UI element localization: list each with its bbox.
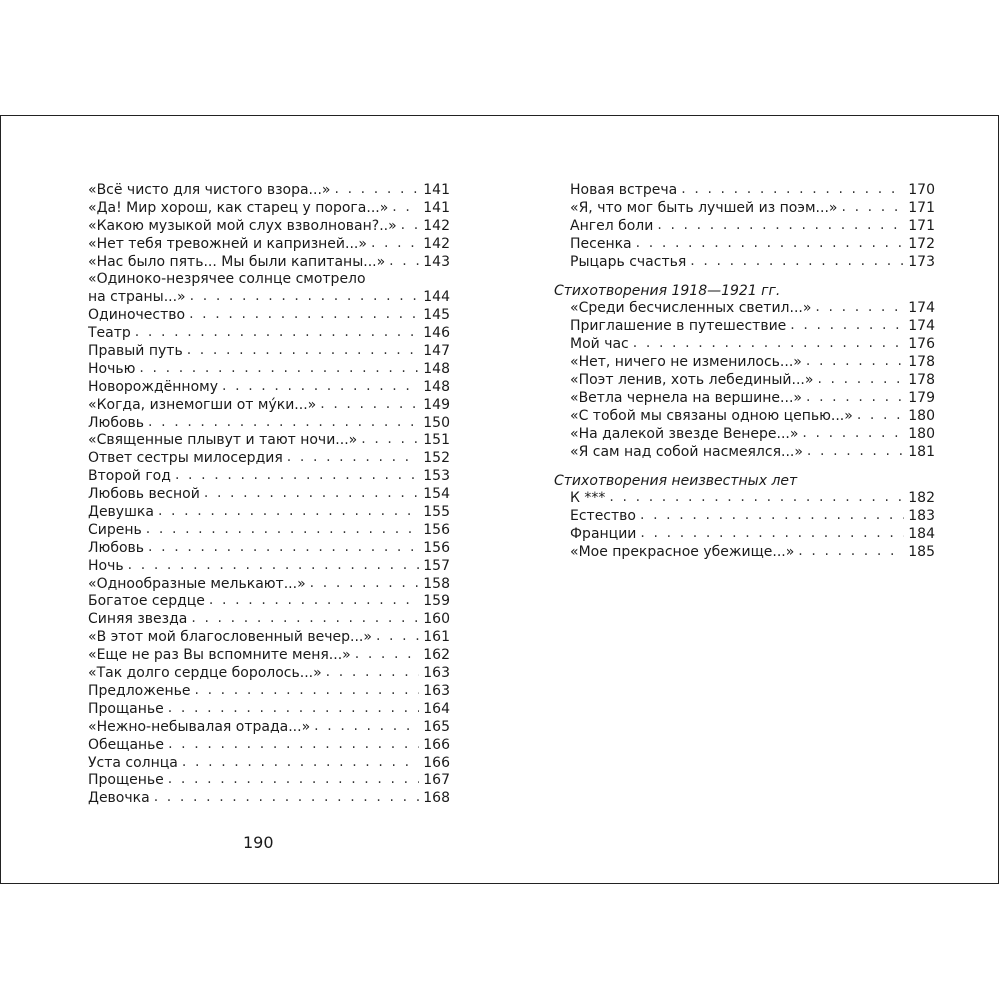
dot-leader — [182, 755, 419, 772]
toc-entry — [554, 544, 935, 562]
toc-entry-page: 141 — [423, 182, 450, 198]
dot-leader — [310, 576, 420, 593]
toc-entry-page: 147 — [423, 343, 450, 360]
toc-entry — [88, 468, 450, 486]
toc-entry-page: 146 — [423, 325, 450, 342]
toc-entry-page: 174 — [908, 300, 935, 317]
toc-entry — [88, 701, 450, 719]
toc-entry-title: «Какою музыкой мой слух взволнован?..» — [88, 217, 397, 234]
toc-entry — [88, 432, 450, 450]
toc-entry-title: «Однообразные мелькают...» — [88, 575, 306, 592]
toc-entry — [88, 611, 450, 629]
dot-leader — [657, 218, 904, 235]
toc-entry — [554, 218, 935, 236]
toc-entry-page: 163 — [423, 665, 450, 682]
toc-entry — [88, 540, 450, 558]
toc-entry-page: 159 — [423, 593, 450, 610]
toc-entry-title: Девочка — [88, 790, 150, 807]
dot-leader — [371, 236, 419, 253]
toc-entry — [88, 218, 450, 236]
toc-entry — [554, 200, 935, 218]
toc-entry — [88, 271, 450, 289]
toc-entry-page: 173 — [908, 253, 935, 270]
toc-entry-title: Прощенье — [88, 772, 164, 789]
dot-leader — [194, 683, 419, 700]
toc-entry — [554, 426, 935, 444]
dot-leader — [640, 508, 904, 525]
toc-entry-page: 151 — [423, 432, 450, 449]
toc-entry-page: 148 — [423, 378, 450, 395]
toc-entry-title: Предложенье — [88, 682, 191, 699]
toc-entry-title: «Да! Мир хорош, как старец у порога...» — [88, 199, 389, 216]
toc-entry — [554, 300, 935, 318]
dot-leader — [148, 540, 419, 557]
toc-entry — [88, 450, 450, 468]
toc-entry-page: 164 — [423, 700, 450, 717]
toc-entry — [88, 307, 450, 325]
dot-leader — [798, 544, 904, 561]
dot-leader — [806, 354, 904, 371]
toc-entry-page: 142 — [423, 235, 450, 252]
toc-entry-page: 176 — [908, 336, 935, 353]
toc-entry-page: 166 — [423, 754, 450, 771]
dot-leader — [841, 200, 904, 217]
dot-leader — [640, 526, 904, 543]
toc-entry-title: Любовь — [88, 414, 145, 431]
toc-entry-page: 178 — [908, 354, 935, 371]
toc-entry-page: 181 — [908, 443, 935, 460]
toc-entry — [88, 683, 450, 701]
toc-entry-page: 160 — [423, 611, 450, 628]
toc-entry-title: «Я, что мог быть лучшей из поэм...» — [570, 199, 838, 216]
toc-entry — [88, 593, 450, 611]
toc-entry-title: Новорождённому — [88, 378, 218, 395]
toc-entry — [88, 522, 450, 540]
toc-entry — [88, 289, 450, 307]
toc-entry — [88, 772, 450, 790]
toc-entry — [88, 647, 450, 665]
toc-entry — [88, 737, 450, 755]
toc-entry-title: «Когда, изнемогши от мýки...» — [88, 396, 317, 413]
toc-entry — [554, 336, 935, 354]
toc-entry-title: «Еще не раз Вы вспомните меня...» — [88, 647, 351, 664]
dot-leader — [355, 647, 420, 664]
dot-leader — [222, 379, 419, 396]
dot-leader — [326, 665, 420, 682]
dot-leader — [636, 236, 905, 253]
toc-entry-title: «Священные плывут и тают ночи...» — [88, 432, 358, 449]
toc-entry-page: 171 — [908, 217, 935, 234]
toc-entry — [554, 372, 935, 390]
toc-entry — [554, 390, 935, 408]
toc-entry — [88, 504, 450, 522]
toc-entry-page: 174 — [908, 318, 935, 335]
toc-entry-title: Сирень — [88, 521, 142, 538]
toc-entry-title: на страны...» — [88, 289, 186, 306]
dot-leader — [189, 307, 419, 324]
toc-entry — [88, 790, 450, 808]
toc-entry-page: 149 — [423, 396, 450, 413]
toc-entry-title: «Так долго сердце боролось...» — [88, 665, 322, 682]
toc-entry-title: «Среди бесчисленных светил...» — [570, 300, 812, 317]
dot-leader — [633, 336, 905, 353]
toc-entry-title: Естество — [570, 508, 636, 525]
toc-entry — [88, 755, 450, 773]
dot-leader — [191, 611, 419, 628]
toc-entry-page: 158 — [423, 575, 450, 592]
toc-entry-page: 170 — [908, 182, 935, 198]
dot-leader — [287, 450, 419, 467]
toc-entry-title: «Нет тебя тревожней и капризней...» — [88, 235, 367, 252]
dot-leader — [857, 408, 904, 425]
toc-entry-title: Театр — [88, 325, 131, 342]
toc-entry — [88, 629, 450, 647]
dot-leader — [128, 558, 420, 575]
dot-leader — [392, 200, 419, 217]
toc-entry-page: 168 — [423, 790, 450, 807]
toc-entry — [554, 354, 935, 372]
toc-entry — [88, 182, 450, 200]
section-heading-1918-1921: Стихотворения 1918—1921 гг. — [554, 283, 781, 300]
toc-entry-page: 156 — [423, 539, 450, 556]
dot-leader — [314, 719, 419, 736]
toc-entry — [554, 490, 935, 508]
toc-entry — [88, 343, 450, 361]
toc-entry-title: «Поэт ленив, хоть лебединый...» — [570, 372, 814, 389]
toc-entry-title: Песенка — [570, 235, 632, 252]
dot-leader — [146, 522, 419, 539]
toc-entry-page: 143 — [423, 253, 450, 270]
toc-entry-title: Ночью — [88, 360, 136, 377]
toc-entry-title: Приглашение в путешествие — [570, 318, 787, 335]
toc-entry-title: К *** — [570, 490, 606, 507]
toc-entry-page: 157 — [423, 557, 450, 574]
toc-entry — [554, 408, 935, 426]
toc-right-column — [554, 182, 935, 562]
dot-leader — [334, 182, 419, 199]
toc-entry-title: Любовь весной — [88, 486, 200, 503]
toc-entry-title: Ответ сестры милосердия — [88, 450, 283, 467]
toc-entry-title: Новая встреча — [570, 182, 678, 198]
toc-entry-page: 142 — [423, 217, 450, 234]
toc-entry-page: 167 — [423, 772, 450, 789]
dot-leader — [187, 343, 420, 360]
toc-entry — [88, 719, 450, 737]
toc-entry-page: 183 — [908, 508, 935, 525]
toc-entry-title: Правый путь — [88, 343, 183, 360]
toc-entry — [88, 361, 450, 379]
toc-entry-title: Второй год — [88, 468, 171, 485]
dot-leader — [806, 390, 904, 407]
dot-leader — [148, 415, 419, 432]
toc-entry-title: Уста солнца — [88, 754, 178, 771]
toc-entry-page: 150 — [423, 414, 450, 431]
dot-leader — [204, 486, 419, 503]
toc-entry-page: 161 — [423, 629, 450, 646]
toc-entry-title: Рыцарь счастья — [570, 253, 687, 270]
dot-leader — [389, 254, 419, 271]
toc-entry-title: Любовь — [88, 539, 145, 556]
toc-entry-title: Девушка — [88, 504, 154, 521]
toc-left-column — [88, 182, 450, 808]
toc-entry-title: «С тобой мы связаны одною цепью...» — [570, 407, 853, 424]
toc-entry-page: 145 — [423, 307, 450, 324]
dot-leader — [175, 468, 419, 485]
toc-entry — [554, 236, 935, 254]
toc-entry-page: 156 — [423, 521, 450, 538]
toc-entry — [88, 325, 450, 343]
toc-entry-title: «Ветла чернела на вершине...» — [570, 389, 802, 406]
toc-entry-page: 165 — [423, 718, 450, 735]
toc-entry-page: 154 — [423, 486, 450, 503]
dot-leader — [158, 504, 419, 521]
toc-entry-title: Обещанье — [88, 736, 165, 753]
toc-entry-title: «В этот мой благословенный вечер...» — [88, 629, 372, 646]
toc-entry-title: Синяя звезда — [88, 611, 188, 628]
toc-entry-page: 153 — [423, 468, 450, 485]
toc-entry — [88, 236, 450, 254]
dot-leader — [401, 218, 420, 235]
dot-leader — [168, 701, 420, 718]
dot-leader — [361, 432, 419, 449]
dot-leader — [609, 490, 904, 507]
toc-entry-page: 144 — [423, 289, 450, 306]
dot-leader — [790, 318, 904, 335]
toc-entry-page: 180 — [908, 425, 935, 442]
toc-entry — [554, 508, 935, 526]
toc-entry-title: Прощанье — [88, 700, 164, 717]
toc-entry-page: 141 — [423, 199, 450, 216]
toc-entry-title: «Нет, ничего не изменилось...» — [570, 354, 802, 371]
toc-entry-page: 178 — [908, 372, 935, 389]
toc-entry — [554, 182, 935, 200]
dot-leader — [168, 737, 419, 754]
toc-entry — [88, 397, 450, 415]
toc-entry-page: 184 — [908, 526, 935, 543]
toc-entry-title: Одиночество — [88, 307, 186, 324]
toc-entry — [554, 254, 935, 272]
toc-entry-page: 162 — [423, 647, 450, 664]
page-number: 190 — [243, 833, 274, 852]
dot-leader — [139, 361, 419, 378]
dot-leader — [690, 254, 904, 271]
dot-leader — [815, 300, 904, 317]
toc-entry-title: Богатое сердце — [88, 593, 205, 610]
toc-entry-title: «Нежно-небывалая отрада...» — [88, 718, 311, 735]
toc-entry-page: 172 — [908, 235, 935, 252]
toc-entry — [88, 558, 450, 576]
toc-entry-title: «Одиноко-незрячее солнце смотрело — [88, 271, 366, 288]
toc-entry — [88, 576, 450, 594]
toc-entry-page: 166 — [423, 736, 450, 753]
toc-entry-title: «Всё чисто для чистого взора...» — [88, 182, 331, 198]
toc-entry — [88, 254, 450, 272]
toc-entry-page: 155 — [423, 504, 450, 521]
toc-entry-title: «Мое прекрасное убежище...» — [570, 544, 795, 561]
toc-entry — [88, 665, 450, 683]
toc-entry-page: 180 — [908, 407, 935, 424]
toc-entry-page: 171 — [908, 199, 935, 216]
dot-leader — [190, 289, 420, 306]
dot-leader — [135, 325, 419, 342]
toc-entry-page: 152 — [423, 450, 450, 467]
toc-entry-page: 148 — [423, 360, 450, 377]
dot-leader — [802, 426, 904, 443]
toc-entry-title: «Нас было пять... Мы были капитаны...» — [88, 253, 386, 270]
toc-entry-page: 163 — [423, 682, 450, 699]
toc-entry-page: 182 — [908, 490, 935, 507]
toc-entry-page: 185 — [908, 544, 935, 561]
toc-entry-title: Ночь — [88, 557, 124, 574]
dot-leader — [807, 444, 904, 461]
toc-entry — [88, 486, 450, 504]
dot-leader — [209, 593, 419, 610]
toc-entry-title: «На далекой звезде Венере...» — [570, 425, 799, 442]
toc-entry — [554, 318, 935, 336]
dot-leader — [681, 182, 904, 199]
toc-entry-title: Мой час — [570, 336, 629, 353]
dot-leader — [817, 372, 904, 389]
toc-entry — [88, 200, 450, 218]
toc-entry — [88, 415, 450, 433]
dot-leader — [376, 629, 419, 646]
section-heading-unknown-years: Стихотворения неизвестных лет — [554, 473, 798, 490]
dot-leader — [154, 790, 420, 807]
toc-entry-title: Франции — [570, 526, 637, 543]
toc-entry — [88, 379, 450, 397]
dot-leader — [320, 397, 419, 414]
toc-entry — [554, 526, 935, 544]
toc-entry-page: 179 — [908, 389, 935, 406]
toc-entry-title: «Я сам над собой насмеялся...» — [570, 443, 803, 460]
toc-entry — [554, 444, 935, 462]
dot-leader — [168, 772, 419, 789]
toc-entry-title: Ангел боли — [570, 217, 654, 234]
